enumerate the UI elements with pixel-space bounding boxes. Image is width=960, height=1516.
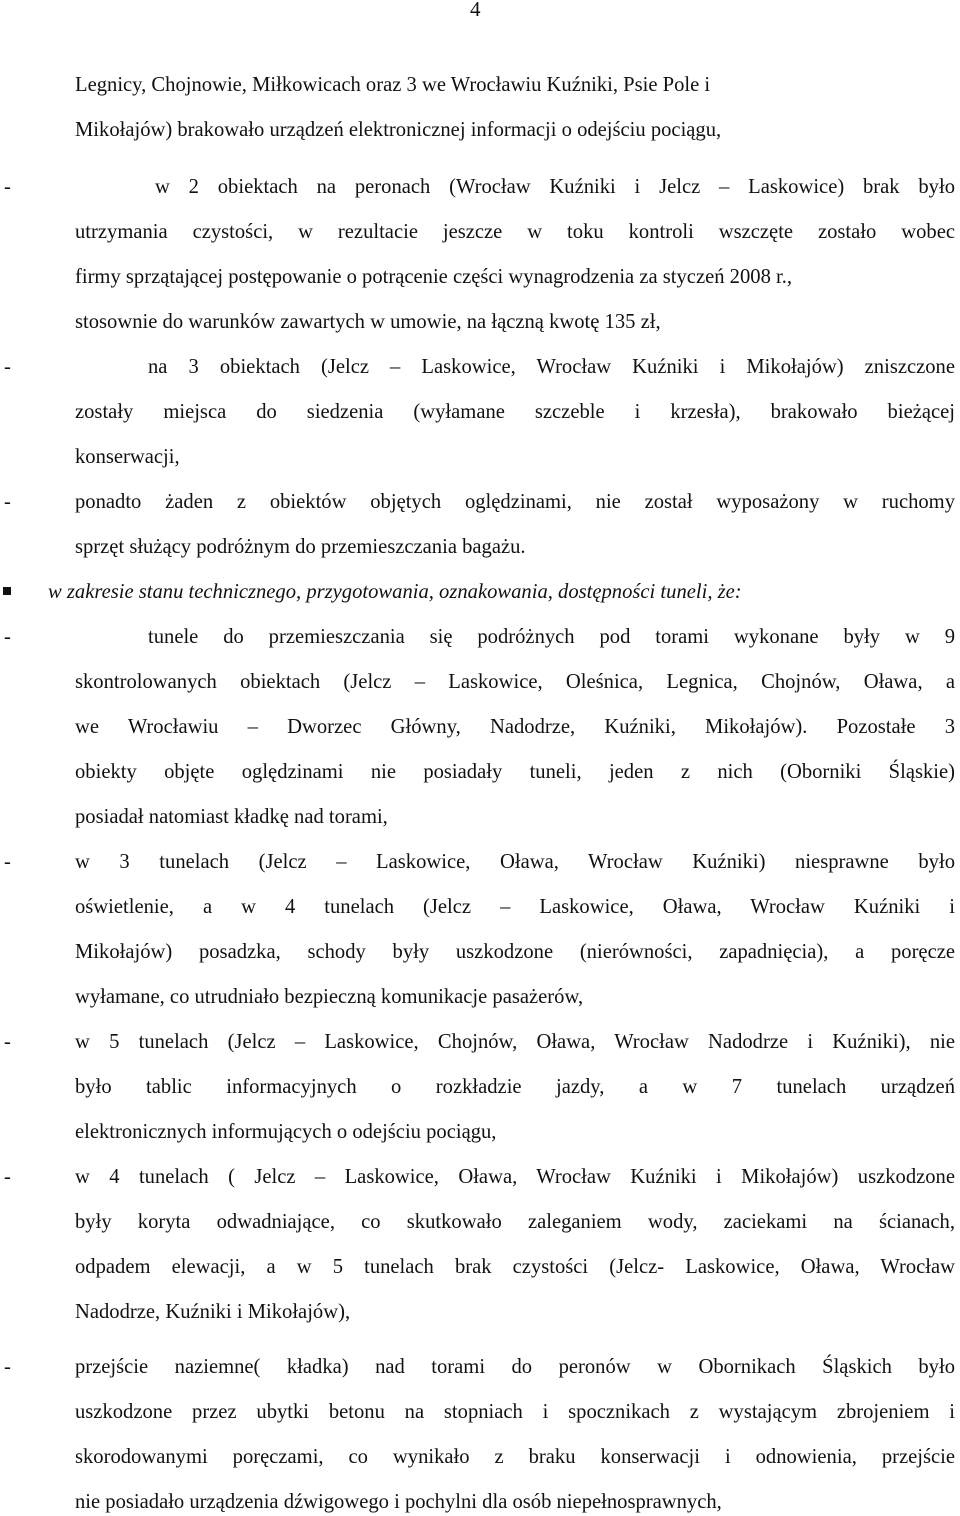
list-dash: - bbox=[4, 1031, 11, 1053]
text-line: konserwacji, bbox=[75, 446, 180, 468]
text-line: oświetlenie, a w 4 tunelach (Jelcz – Laskowice, Oława, Wrocław Kuźniki i bbox=[75, 896, 955, 918]
list-dash: - bbox=[4, 491, 11, 513]
text-line: w 2 obiektach na peronach (Wrocław Kuźniki i Jelcz – Laskowice) brak było bbox=[155, 176, 955, 198]
text-line: we Wrocławiu – Dworzec Główny, Nadodrze, Kuźniki, Mikołajów). Pozostałe 3 bbox=[75, 716, 955, 738]
text-line: na 3 obiektach (Jelcz – Laskowice, Wrocław Kuźniki i Mikołajów) zniszczone bbox=[148, 356, 955, 378]
text-line: obiekty objęte oględzinami nie posiadały tuneli, jeden z nich (Oborniki Śląskie) bbox=[75, 761, 955, 783]
text-line: sprzęt służący podróżnym do przemieszczania bagażu. bbox=[75, 536, 526, 558]
text-line: było tablic informacyjnych o rozkładzie jazdy, a w 7 tunelach urządzeń bbox=[75, 1076, 955, 1098]
text-line: uszkodzone przez ubytki betonu na stopniach i spocznikach z wystającym zbrojeniem i bbox=[75, 1401, 955, 1423]
text-line: tunele do przemieszczania się podróżnych pod torami wykonane były w 9 bbox=[148, 626, 955, 648]
list-dash: - bbox=[4, 1356, 11, 1378]
text-line: Legnicy, Chojnowie, Miłkowicach oraz 3 we Wrocławiu Kuźniki, Psie Pole i bbox=[75, 74, 711, 96]
list-dash: - bbox=[4, 1166, 11, 1188]
text-line: zostały miejsca do siedzenia (wyłamane szczeble i krzesła), brakowało bieżącej bbox=[75, 401, 955, 423]
text-line: w 4 tunelach ( Jelcz – Laskowice, Oława, Wrocław Kuźniki i Mikołajów) uszkodzone bbox=[75, 1166, 955, 1188]
page-number: 4 bbox=[470, 0, 481, 21]
text-line: wyłamane, co utrudniało bezpieczną komunikacje pasażerów, bbox=[75, 986, 584, 1008]
text-line: odpadem elewacji, a w 5 tunelach brak czystości (Jelcz- Laskowice, Oława, Wrocław bbox=[75, 1256, 955, 1278]
text-line: w 5 tunelach (Jelcz – Laskowice, Chojnów, Oława, Wrocław Nadodrze i Kuźniki), nie bbox=[75, 1031, 955, 1053]
text-line: utrzymania czystości, w rezultacie jeszcze w toku kontroli wszczęte zostało wobec bbox=[75, 221, 955, 243]
text-line: skontrolowanych obiektach (Jelcz – Laskowice, Oleśnica, Legnica, Chojnów, Oława, a bbox=[75, 671, 955, 693]
text-line: stosownie do warunków zawartych w umowie, na łączną kwotę 135 zł, bbox=[75, 311, 661, 333]
bullet-square-icon bbox=[3, 587, 11, 595]
text-line: elektronicznych informujących o odejściu pociągu, bbox=[75, 1121, 497, 1143]
text-line: w 3 tunelach (Jelcz – Laskowice, Oława, Wrocław Kuźniki) niesprawne było bbox=[75, 851, 955, 873]
section-heading: w zakresie stanu technicznego, przygotowania, oznakowania, dostępności tuneli, że: bbox=[48, 581, 742, 603]
text-line: firmy sprzątającej postępowanie o potrącenie części wynagrodzenia za styczeń 2008 r., bbox=[75, 266, 793, 288]
text-line: skorodowanymi poręczami, co wynikało z braku konserwacji i odnowienia, przejście bbox=[75, 1446, 955, 1468]
text-line: Mikołajów) brakowało urządzeń elektronicznej informacji o odejściu pociągu, bbox=[75, 119, 722, 141]
list-dash: - bbox=[4, 851, 11, 873]
text-line: przejście naziemne( kładka) nad torami do peronów w Obornikach Śląskich było bbox=[75, 1356, 955, 1378]
text-line: były koryta odwadniające, co skutkowało zaleganiem wody, zaciekami na ścianach, bbox=[75, 1211, 955, 1233]
text-line: posiadał natomiast kładkę nad torami, bbox=[75, 806, 388, 828]
text-line: Mikołajów) posadzka, schody były uszkodzone (nierówności, zapadnięcia), a poręcze bbox=[75, 941, 955, 963]
list-dash: - bbox=[4, 626, 11, 648]
list-dash: - bbox=[4, 356, 11, 378]
text-line: ponadto żaden z obiektów objętych oględzinami, nie został wyposażony w ruchomy bbox=[75, 491, 955, 513]
text-line: Nadodrze, Kuźniki i Mikołajów), bbox=[75, 1301, 351, 1323]
list-dash: - bbox=[4, 176, 11, 198]
text-line: nie posiadało urządzenia dźwigowego i pochylni dla osób niepełnosprawnych, bbox=[75, 1491, 722, 1513]
